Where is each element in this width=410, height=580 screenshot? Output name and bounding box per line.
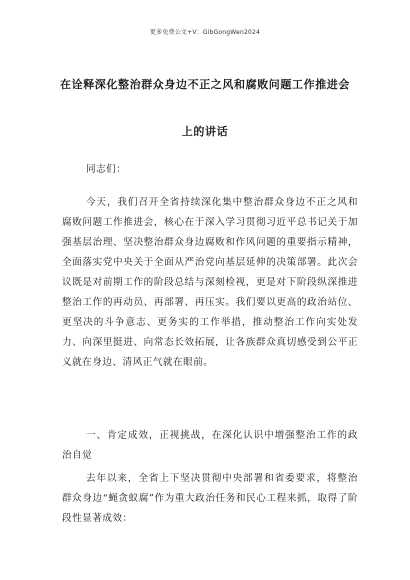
document-title-line2: 上的讲话 — [181, 125, 229, 138]
section-heading: 一、肯定成效，正视挑战，在深化认识中增强整治工作的政治自觉 — [62, 430, 358, 461]
paragraph-2: 去年以来，全省上下坚决贯彻中央部署和省委要求，将整治群众身边“蝇贪蚁腐”作为重大政治任务和民心工程来抓，取得了阶段性显著成效： — [62, 473, 358, 524]
header-note: 更多免费公文+V：GibGongWen2024 — [149, 29, 261, 36]
salutation: 同志们： — [86, 164, 127, 175]
paragraph-1: 今天，我们召开全省持续深化集中整治群众身边不正之风和腐败问题工作推进会，核心在于深入学习贯彻习近平总书记关于加强基层治理、坚决整治群众身边腐败和作风问题的重要指示精神，全面落实党中央关于全面从严治党向基层延伸的决策部署。此次会议既是对前期工作的阶段总结与深刻检视，更是对下阶段纵深推进整治工作的再动员、再部署、再压实。我们要以更高的政治站位、更坚决的斗争意志、更务实的工作举措，推动整治工作向实处发力、向深里挺进、向常态长效拓展，让各族群众真切感受到公平正义就在身边、清风正气就在眼前。 — [62, 197, 358, 368]
document-title-line1: 在诠释深化整治群众身边不正之风和腐败问题工作推进会 — [60, 78, 350, 91]
